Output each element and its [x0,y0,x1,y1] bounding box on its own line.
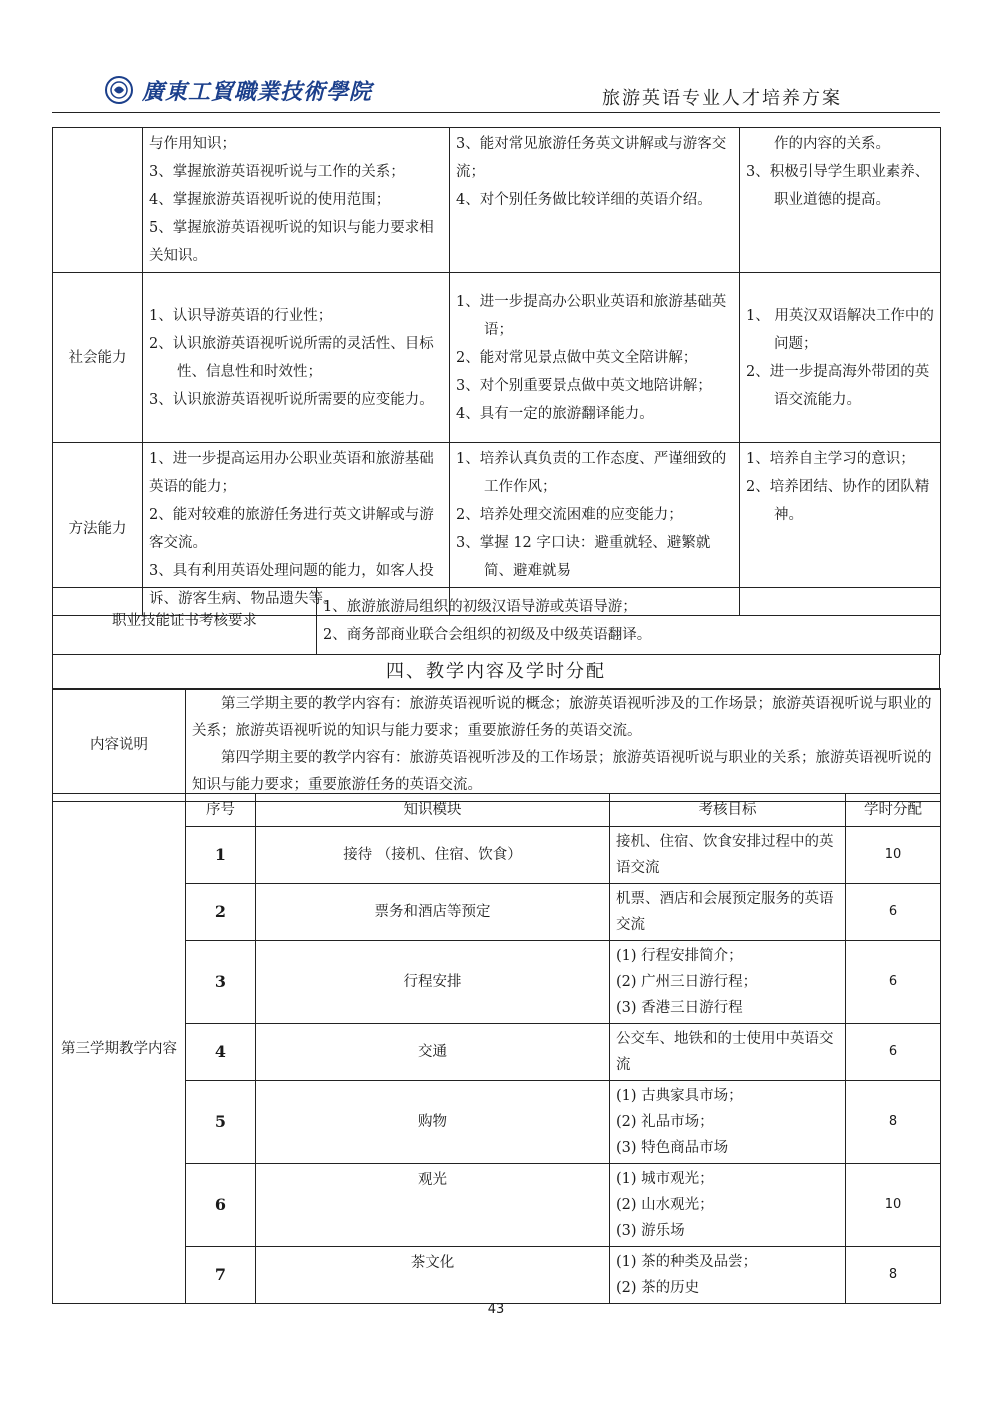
hours-cell: 10 [846,827,941,884]
list-item: 1、培养认真负责的工作态度、严谨细致的工作作风； [456,451,727,495]
certificate-table [52,587,941,655]
certificate-label: 职业技能证书考核要求 [53,588,317,655]
column-header: 知识模块 [256,794,610,827]
goal-cell [610,1164,846,1247]
goal-item: 机票、酒店和会展预定服务的英语交流 [616,891,834,933]
ability-table [52,127,941,616]
goal-item: (2) 广州三日游行程； [616,974,758,990]
column-header: 学时分配 [846,794,941,827]
hours-cell: 6 [846,884,941,941]
goal-item: (1) 行程安排简介； [616,948,743,964]
goal-cell [610,884,846,941]
list-item: 1、认识导游英语的行业性； [149,307,333,324]
goal-item: (2) 礼品市场； [616,1114,714,1130]
row-number: 6 [186,1164,256,1247]
table-row [53,941,941,1024]
goal-item: (1) 城市观光； [616,1171,714,1187]
page-header [52,70,942,110]
content-label: 内容说明 [53,689,186,802]
goal-item: (3) 香港三日游行程 [616,1000,743,1016]
section-title: 四、教学内容及学时分配 [53,655,940,690]
knowledge-cell [143,128,450,273]
goal-cell [610,1024,846,1081]
semester-label: 第三学期教学内容 [53,794,186,1304]
quality-cell [740,128,941,273]
hours-cell: 6 [846,941,941,1024]
list-item: 2、能对较难的旅游任务进行英文讲解或与游客交流。 [149,507,434,551]
goal-item: (1) 古典家具市场； [616,1088,743,1104]
list-item: 1、进一步提高办公职业英语和旅游基础英语； [456,293,727,338]
header-divider [52,112,940,113]
list-item: 与作用知识； [149,136,236,152]
goal-item: (2) 山水观光； [616,1197,714,1213]
content-text-cell [186,689,941,802]
list-item: 4、掌握旅游英语视听说的使用范围； [149,192,391,208]
module-cell: 茶文化 [256,1247,610,1304]
list-item: 3、掌握旅游英语视听说与工作的关系； [149,164,405,180]
row-number: 3 [186,941,256,1024]
paragraph: 第四学期主要的教学内容有：旅游英语视听涉及的工作场景；旅游英语视听说与职业的关系；旅游英语视听说的知识与能力要求；重要旅游任务的英语交流。 [192,750,932,793]
list-item: 3、掌握 12 字口诀：避重就轻、避繁就简、避难就易 [456,535,711,579]
list-item: 2、进一步提高海外带团的英语交流能力。 [746,363,930,408]
list-item: 3、能对常见旅游任务英文讲解或与游客交流； [456,136,727,180]
goal-item: 公交车、地铁和的士使用中英语交流 [616,1031,834,1073]
content-description-table [52,688,941,802]
list-item: 2、商务部商业联合会组织的初级及中级英语翻译。 [323,627,652,643]
certificate-cell [317,588,941,655]
module-cell: 接待 （接机、住宿、饮食） [256,827,610,884]
page-number: 43 [487,1302,505,1317]
row-label: 方法能力 [53,443,143,616]
goal-item: (1) 茶的种类及品尝； [616,1254,758,1270]
table-row [53,1247,941,1304]
hours-cell: 8 [846,1247,941,1304]
column-header: 考核目标 [610,794,846,827]
row-label: 社会能力 [53,273,143,443]
section-title-table [52,654,940,690]
list-item: 2、培养团结、协作的团队精神。 [746,479,930,523]
knowledge-cell [143,273,450,443]
goal-cell [610,1081,846,1164]
list-item: 3、积极引导学生职业素养、职业道德的提高。 [746,164,930,208]
table-row [53,827,941,884]
skill-cell [450,273,740,443]
goal-item: 接机、住宿、饮食安排过程中的英语交流 [616,834,834,876]
goal-item: (3) 特色商品市场 [616,1140,729,1156]
list-item: 2、能对常见景点做中英文全陪讲解； [456,349,698,366]
module-cell: 观光 [256,1164,610,1247]
module-cell: 购物 [256,1081,610,1164]
goal-item: (3) 游乐场 [616,1223,685,1239]
hours-cell: 8 [846,1081,941,1164]
goal-cell [610,1247,846,1304]
list-item: 1、培养自主学习的意识； [746,451,915,467]
semester-table [52,793,941,1304]
module-cell: 交通 [256,1024,610,1081]
list-item: 2、培养处理交流困难的应变能力； [456,507,683,523]
row-number: 4 [186,1024,256,1081]
row-number: 7 [186,1247,256,1304]
column-header: 序号 [186,794,256,827]
list-item: 3、具有利用英语处理问题的能力，如客人投诉、游客生病、物品遗失等。 [149,563,434,607]
list-item: 4、对个别任务做比较详细的英语介绍。 [456,192,712,208]
doc-title: 旅游英语专业人才培养方案 [602,88,842,109]
quality-cell [740,273,941,443]
goal-cell [610,827,846,884]
school-emblem-icon [104,75,134,105]
table-row [53,1024,941,1081]
list-item: 4、具有一定的旅游翻译能力。 [456,405,654,422]
list-item: 5、掌握旅游英语视听说的知识与能力要求相关知识。 [149,220,434,264]
list-item: 1、旅游旅游局组织的初级汉语导游或英语导游； [323,599,637,615]
row-number: 5 [186,1081,256,1164]
hours-cell: 6 [846,1024,941,1081]
paragraph: 第三学期主要的教学内容有：旅游英语视听说的概念；旅游英语视听涉及的工作场景；旅游英语视听说与职业的关系；旅游英语视听说的知识与能力要求；重要旅游任务的英语交流。 [192,696,932,739]
list-item: 2、认识旅游英语视听说所需的灵活性、目标性、信息性和时效性； [149,335,434,380]
row-label [53,128,143,273]
table-row [53,1081,941,1164]
goal-item: (2) 茶的历史 [616,1280,700,1296]
list-item: 3、对个别重要景点做中英文地陪讲解； [456,377,712,394]
goal-cell [610,941,846,1024]
table-header-row [53,794,941,827]
table-row [53,1164,941,1247]
list-item: 1、进一步提高运用办公职业英语和旅游基础英语的能力； [149,451,434,495]
school-logo [104,70,372,110]
table-row [53,273,941,443]
table-row [53,689,941,802]
table-row [53,884,941,941]
module-cell: 票务和酒店等预定 [256,884,610,941]
list-item: 作的内容的关系。 [774,136,890,152]
skill-cell [450,128,740,273]
school-name: 廣東工貿職業技術學院 [142,78,373,105]
row-number: 2 [186,884,256,941]
table-row [53,588,941,655]
list-item: 1、 用英汉双语解决工作中的问题； [746,307,934,352]
module-cell: 行程安排 [256,941,610,1024]
hours-cell: 10 [846,1164,941,1247]
row-number: 1 [186,827,256,884]
list-item: 3、认识旅游英语视听说所需要的应变能力。 [149,391,434,408]
table-row [53,128,941,273]
